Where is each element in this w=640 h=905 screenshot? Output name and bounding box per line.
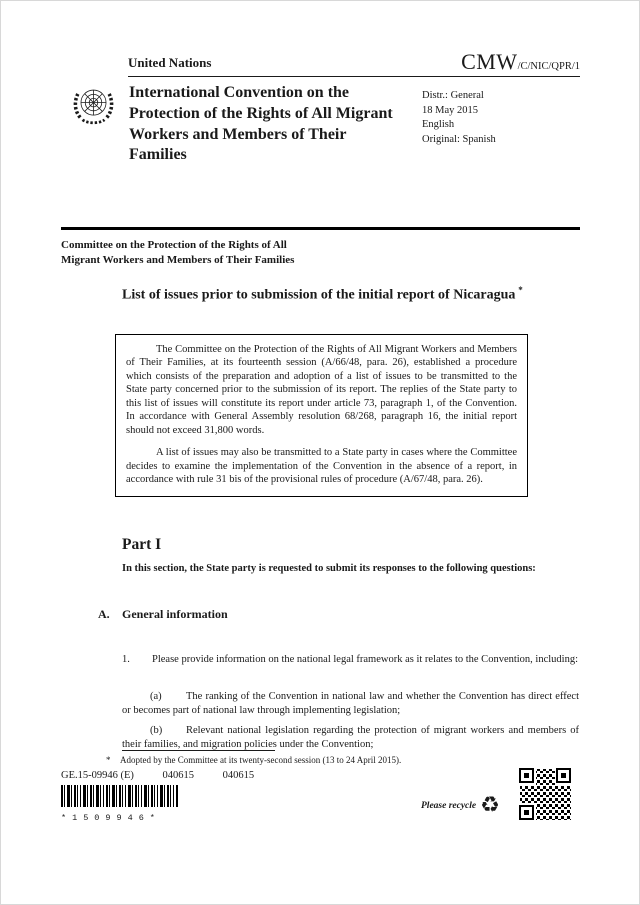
org-name: United Nations	[128, 55, 212, 70]
doc-number-line	[61, 770, 254, 781]
convention-title: International Convention on the Protection of the Rights of All Migrant Workers and Members of Their Families	[129, 84, 393, 164]
barcode-icon	[61, 785, 178, 807]
paragraph-text: Please provide information on the national legal framework as it relates to the Convention, including:	[152, 654, 579, 665]
date-line: 18 May 2015	[422, 104, 478, 116]
paragraph-number: 1.	[122, 654, 130, 665]
barcode-text: *1509946*	[61, 813, 161, 823]
barcode	[61, 785, 181, 823]
header-divider	[128, 76, 580, 77]
recycle-note	[421, 795, 500, 817]
page-header	[128, 49, 580, 75]
paragraph-1	[122, 653, 579, 667]
paragraph-number: (b)	[150, 725, 163, 736]
paragraph-text: Relevant national legislation regarding the protection of migrant workers and members of their families, and migration policies under the Convention;	[122, 725, 579, 750]
footnote-text: Adopted by the Committee at its twenty-second session (13 to 24 April 2015).	[120, 755, 402, 765]
committee-heading	[61, 238, 294, 268]
title-footnote-marker: *	[518, 285, 523, 295]
committee-line-1: Committee on the Protection of the Rights of All	[61, 239, 287, 251]
committee-line-2: Migrant Workers and Members of Their Families	[61, 253, 295, 266]
masthead-divider	[61, 227, 580, 230]
paragraph-1a	[122, 690, 579, 717]
footnote-marker: *	[106, 755, 111, 765]
issue-date-1: 040615	[162, 770, 195, 781]
summary-paragraph: The Committee on the Protection of the Rights of All Migrant Workers and Members of Their Families, at its fourteenth session (A/66/48, para. 26), established a procedure which consists of the preparation and adoption of a list of issues to be transmitted to the State party concerned prior to the submission of its report. The replies of the State party to this list of issues will constitute its report under article 73, paragraph 1, of the Convention. In accordance with General Assembly resolution 68/268, paragraph 16, the initial report should not exceed 31,800 words.	[126, 344, 517, 436]
section-heading-a	[98, 607, 228, 622]
paragraph-1b	[122, 724, 579, 751]
un-emblem-icon	[70, 83, 117, 130]
summary-box	[115, 334, 528, 497]
distr-line: Distr.: General	[422, 90, 484, 101]
original-language-line: Original: Spanish	[422, 134, 496, 146]
footnote	[106, 755, 576, 767]
paragraph-text: The ranking of the Convention in national law and whether the Convention has direct effect or becomes part of national law through implementing legislation;	[122, 691, 579, 716]
section-label: A.	[98, 607, 110, 621]
qr-code-icon	[519, 768, 572, 826]
ge-number: GE.15-09946 (E)	[61, 770, 134, 781]
footnote-divider	[122, 750, 275, 751]
part-heading: Part I	[122, 536, 162, 553]
recycle-icon: ♻	[480, 793, 500, 818]
section-intro: In this section, the State party is requested to submit its responses to the following questions:	[122, 563, 536, 574]
document-symbol-suffix: /C/NIC/QPR/1	[517, 61, 580, 72]
document-symbol-main: CMW	[461, 49, 518, 74]
language-line: English	[422, 119, 455, 131]
paragraph-number: (a)	[150, 691, 162, 702]
document-symbol	[461, 49, 580, 75]
summary-paragraph: A list of issues may also be transmitted to a State party in cases where the Committee decides to examine the implementation of the Convention in the absence of a report, in accordance with rule 31 bis of the provisional rules of procedure (A/67/48, para. 26).	[126, 447, 517, 485]
section-title: General information	[122, 607, 228, 621]
document-title: List of issues prior to submission of the initial report of Nicaragua *	[122, 285, 523, 303]
recycle-label: Please recycle	[421, 801, 477, 811]
issue-date-2: 040615	[222, 770, 255, 781]
distribution-block	[422, 89, 496, 148]
